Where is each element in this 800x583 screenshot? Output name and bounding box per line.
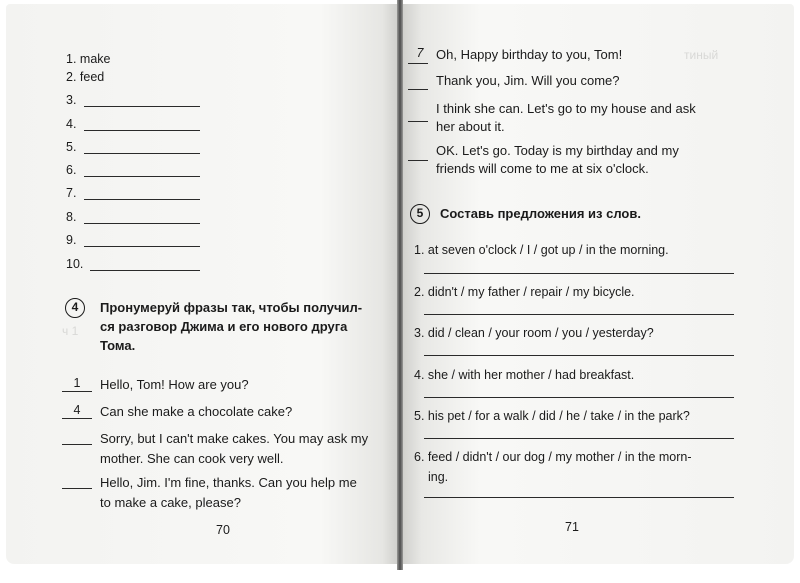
- dialogue-line: Can she make a chocolate cake?: [100, 404, 293, 419]
- sentence-prompt: 4. she / with her mother / had breakfast.: [414, 368, 635, 382]
- answer-line[interactable]: [84, 130, 200, 131]
- answer-blank[interactable]: [408, 89, 428, 90]
- list-item: 7.: [66, 186, 77, 200]
- dialogue-line: Sorry, but I can't make cakes. You may ask my: [100, 431, 369, 446]
- answer-blank[interactable]: [62, 488, 92, 489]
- bleed-through-ghost: тиный: [684, 48, 719, 62]
- answer-line[interactable]: [84, 176, 200, 177]
- list-item: 2. feed: [66, 70, 105, 84]
- dialogue-line: Hello, Tom! How are you?: [100, 377, 249, 392]
- sentence-prompt: 1. at seven o'clock / I / got up / in the morning.: [414, 243, 669, 257]
- sentence-prompt: 3. did / clean / your room / you / yesterday?: [414, 326, 654, 340]
- exercise-heading: Составь предложения из слов.: [440, 206, 641, 221]
- page-number: 71: [565, 520, 579, 534]
- answer-blank[interactable]: [62, 418, 92, 419]
- exercise-heading-line: Тома.: [100, 338, 136, 353]
- sentence-prompt: 6. feed / didn't / our dog / my mother / in the morn-: [414, 450, 692, 464]
- exercise-heading-line: Пронумеруй фразы так, чтобы получил-: [100, 300, 363, 315]
- exercise-heading-line: ся разговор Джима и его нового друга: [100, 319, 348, 334]
- answer-line[interactable]: [424, 497, 734, 498]
- dialogue-line: mother. She can cook very well.: [100, 451, 284, 466]
- dialogue-line: Oh, Happy birthday to you, Tom!: [436, 47, 623, 62]
- list-item: 4.: [66, 117, 77, 131]
- dialogue-line: Hello, Jim. I'm fine, thanks. Can you help me: [100, 475, 357, 490]
- answer-line[interactable]: [424, 397, 734, 398]
- answer-blank[interactable]: [62, 444, 92, 445]
- answer-line[interactable]: [84, 223, 200, 224]
- dialogue-line: OK. Let's go. Today is my birthday and my: [436, 143, 679, 158]
- answer-blank[interactable]: [408, 121, 428, 122]
- dialogue-line: her about it.: [436, 119, 505, 134]
- answer-line[interactable]: [424, 438, 734, 439]
- sentence-prompt: 2. didn't / my father / repair / my bicycle.: [414, 285, 635, 299]
- answer-line[interactable]: [90, 270, 200, 271]
- book-spine: [397, 0, 403, 570]
- page-number: 70: [216, 523, 230, 537]
- list-item: 10.: [66, 257, 84, 271]
- answer-line[interactable]: [84, 106, 200, 107]
- margin-ghost-mark: ч 1: [62, 324, 79, 338]
- dialogue-line: I think she can. Let's go to my house and ask: [436, 101, 696, 116]
- answer-number[interactable]: 4: [73, 403, 81, 417]
- answer-blank[interactable]: [408, 160, 428, 161]
- dialogue-line: Thank you, Jim. Will you come?: [436, 73, 620, 88]
- list-item: 6.: [66, 163, 77, 177]
- answer-blank[interactable]: [408, 63, 428, 64]
- answer-line[interactable]: [84, 153, 200, 154]
- exercise-number-badge: 4: [65, 298, 85, 318]
- exercise-number-badge: 5: [410, 204, 430, 224]
- answer-line[interactable]: [424, 355, 734, 356]
- answer-line[interactable]: [424, 314, 734, 315]
- dialogue-line: friends will come to me at six o'clock.: [436, 161, 649, 176]
- answer-number[interactable]: 1: [73, 376, 81, 390]
- dialogue-line: to make a cake, please?: [100, 495, 241, 510]
- answer-line[interactable]: [424, 273, 734, 274]
- sentence-prompt: ing.: [428, 470, 449, 484]
- list-item: 9.: [66, 233, 77, 247]
- answer-number[interactable]: 7: [416, 46, 424, 60]
- list-item: 5.: [66, 140, 77, 154]
- sentence-prompt: 5. his pet / for a walk / did / he / take / in the park?: [414, 409, 690, 423]
- answer-blank[interactable]: [62, 391, 92, 392]
- list-item: 3.: [66, 93, 77, 107]
- list-item: 8.: [66, 210, 77, 224]
- answer-line[interactable]: [84, 199, 200, 200]
- answer-line[interactable]: [84, 246, 200, 247]
- list-item: 1. make: [66, 52, 111, 66]
